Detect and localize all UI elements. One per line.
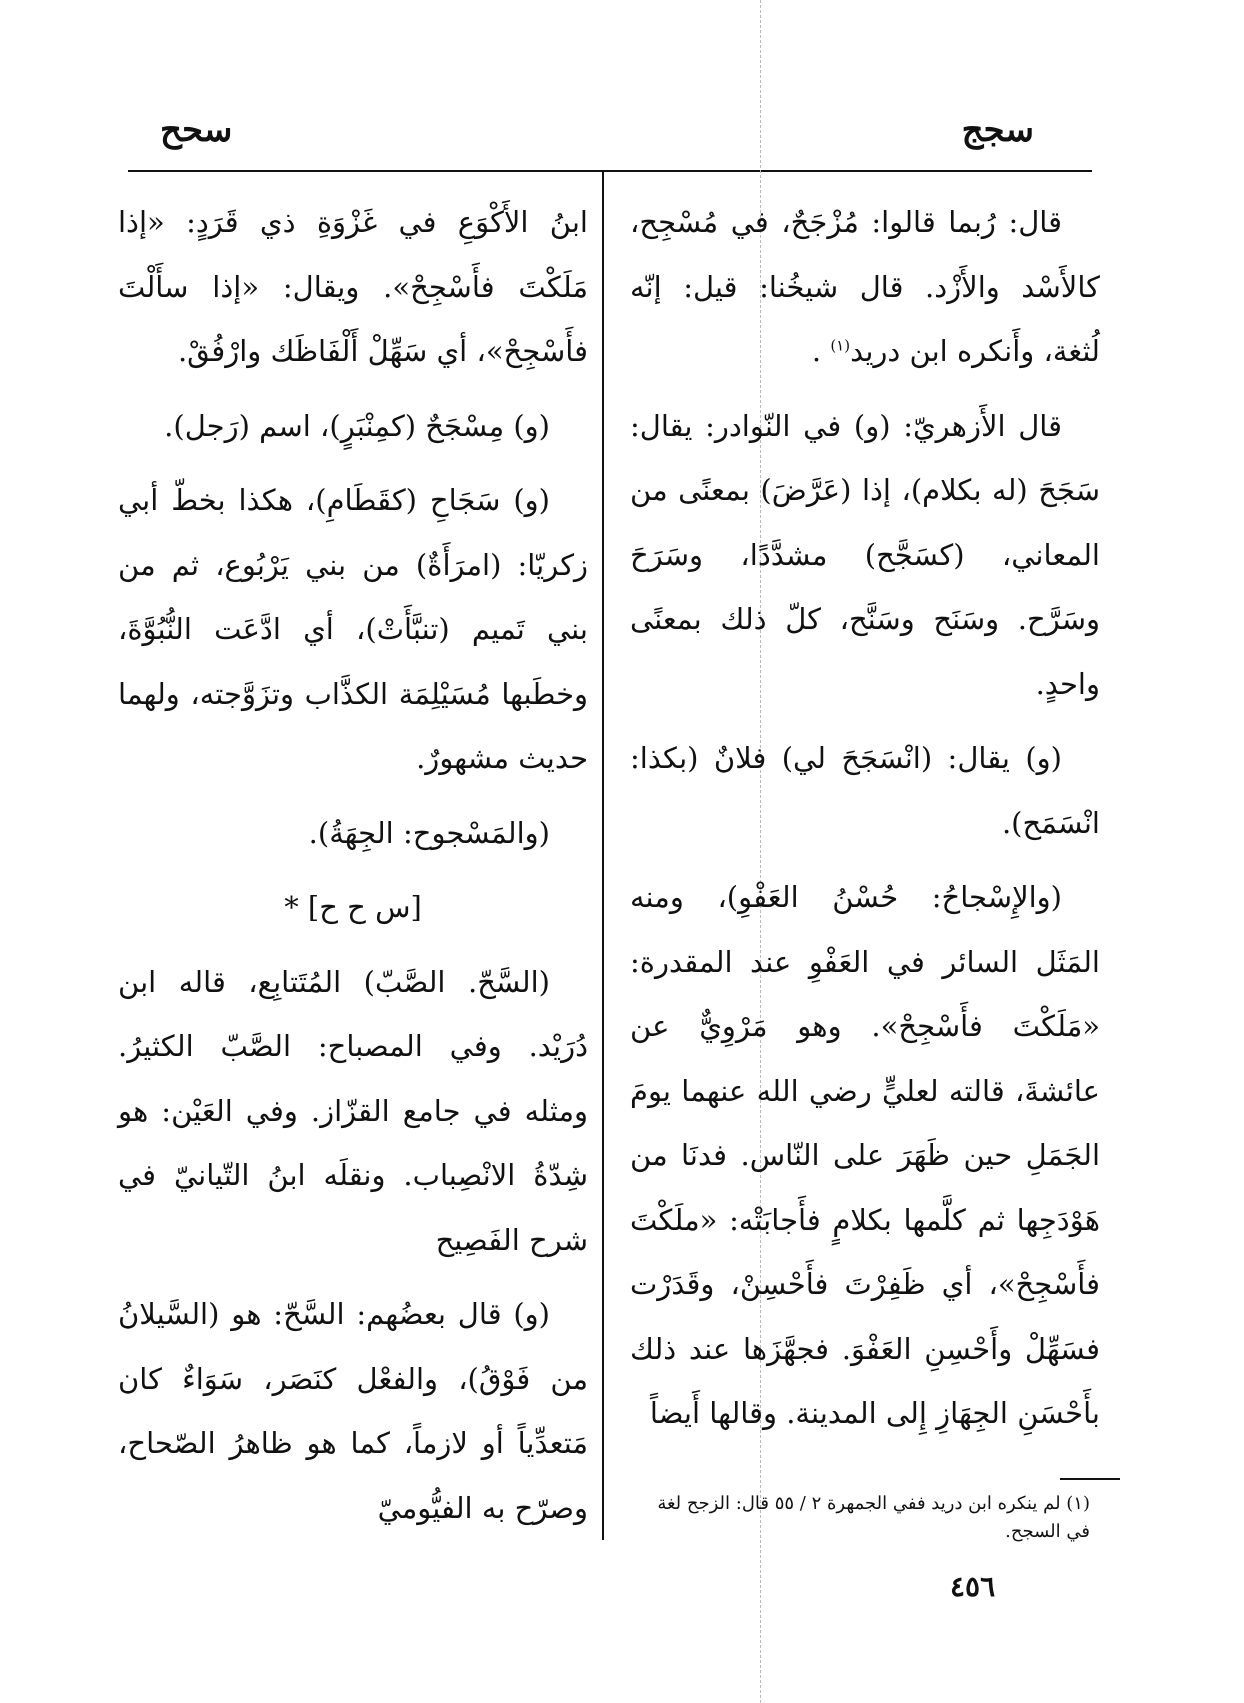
paragraph: [118, 468, 588, 791]
text-line: مشهورٌ.: [416, 741, 510, 775]
paragraph: [630, 865, 1100, 1446]
footnote-marker: (١): [830, 336, 851, 355]
text-line: (عَرَّضَ) بمعنًى من المعاني، (كسَجَّح): [630, 473, 1100, 572]
text-line: يقال: سَجَحَ (له بكلام)، إذا: [630, 408, 1100, 507]
text-line: (و) مِسْجَحٌ (كمِنْبَرٍ)، اسم: [259, 408, 550, 443]
paragraph: [630, 394, 1100, 717]
text-line: (رَجل).: [164, 408, 250, 443]
text-line: شيخُنا: قيل: إنّه لُثغة، وأَنكره ابن: [630, 269, 1100, 368]
text-line: الكذَّاب وتزَوَّجته، ولهما حديث: [118, 676, 588, 775]
text-line: يَرْبُوع، ثم من بني تَميم (تنبَّأَتْ)،: [118, 547, 588, 646]
text-line: عن عائشةَ، قالته لعليٍّ رضي الله عنهما: [630, 1009, 1100, 1108]
paragraph: [118, 190, 588, 384]
text-line: (السَّحّ. الصَّبّ) المُتَتابِع، قاله: [178, 964, 550, 999]
column-divider: [602, 172, 604, 1540]
text-line: يومَ الجَمَلِ حين ظَهَرَ على النّاس.: [630, 1073, 1100, 1172]
section-heading: [س ح ح] *: [284, 890, 422, 924]
text-line: الجِهَازِ إِلى المدينة. وقالها أَيضاً: [649, 1396, 1008, 1430]
footnote: (١) لم ينكره ابن دريد ففي الجمهرة ٢ / ٥٥ قال: الزجح لغة في السجح.: [657, 1493, 1090, 1542]
text-line: سأَلْتَ فأَسْجِحْ»، أي سَهِّلْ أَلْفَاظَك: [118, 269, 588, 368]
left-column: [118, 190, 588, 1550]
text-line: وسَنَّح، كلّ ذلك بمعنًى واحدٍ.: [630, 602, 1100, 701]
text-line: مَلَكْتَ فأَسْجِحْ». ويقال: «إذا: [212, 269, 589, 304]
text-line: فدنَا من هَوْدَجِها ثم كلَّمها بكلامٍ: [630, 1138, 1100, 1237]
text-line: قال: رُبما قالوا: مُزْجَحٌ، في: [730, 205, 1062, 239]
page-number: ٤٥٦: [950, 1570, 996, 1603]
header-entry-left: سحح: [160, 110, 233, 150]
text-line: وارْفُقْ.: [177, 334, 262, 368]
text-line: ابن دُرَيْد. وفي المصباح: الصَّبّ: [118, 964, 588, 1063]
text-line: مُسْجِح، كالأَسْد والأَزْد. قال: [630, 205, 1100, 304]
right-column: [630, 190, 1100, 1456]
paragraph: [118, 1282, 588, 1540]
text-line: ابنُ الأَكْوَعِ في غَزْوَةِ ذي قَرَدٍ: «إذا: [118, 205, 588, 239]
text-line: وفي العَيْن: هو شِدّةُ الانْصِباب.: [118, 1093, 589, 1192]
text-line: الكثيرُ. ومثله في جامع القزّاز.: [118, 1029, 589, 1128]
paragraph: [118, 801, 588, 866]
text-line: العَفْوَ. فجهَّزَها عند ذلك بأَحْسَنِ: [630, 1331, 1100, 1430]
header-entry-right: سجج: [961, 110, 1034, 150]
text-line: المَثَل السائر في العَفْوِ عند المقدرة:: [630, 944, 1100, 979]
text-line: (و) قال بعضُهم: السَّحّ: هو: [231, 1297, 550, 1331]
paragraph: [118, 950, 588, 1273]
text-line: ونقلَه ابنُ التّيانيّ في شرح الفَصِيح: [118, 1158, 588, 1257]
text-line: (والإِسْجاحُ: حُسْنُ العَفْوِ)، ومنه: [630, 880, 1062, 914]
text-line: (السَّيلانُ من فَوْقُ)، والفعْل كنَصَر،: [118, 1297, 588, 1396]
text-line: سَوَاءٌ كان مَتعدِّياً أو لازماً، كما هو: [118, 1361, 588, 1460]
text-line: قال الأَزهريّ: (و) في النّوادر:: [705, 408, 1063, 443]
paragraph: [630, 726, 1100, 855]
text-line: «مَلَكْتَ فأَسْجِحْ». وهو مَرْوِيٌّ: [699, 1009, 1101, 1043]
text-line: أي ادَّعَت النُّبُوَّةَ، وخطَبها مُسَيْلِمَة: [118, 612, 589, 711]
header-rule: [128, 170, 1092, 172]
footnote-rule: [1060, 1478, 1120, 1480]
text-line: (و) سَجَاحِ (كقَطَامِ)، هكذا: [238, 483, 550, 517]
text-line: فأَجابَتْه: «ملَكْتَ فأَسْجِحْ»، أي: [630, 1202, 1100, 1301]
paragraph: [118, 394, 588, 459]
text-line: (والمَسْجوح: الجِهَةُ).: [308, 815, 550, 850]
text-line: مشدَّدًا، وسَرَحَ وسَرَّح. وسَنَح: [630, 537, 1101, 636]
text-line: ظَفِرْتَ فأَحْسِنْ، وقَدَرْت فسَهِّلْ وأَحْسِنِ: [630, 1267, 1101, 1366]
paragraph: [630, 190, 1100, 384]
text-line: (بكذا: انْسَمَح).: [630, 741, 1100, 840]
text-line: .: [811, 334, 822, 368]
text-line: دريد: [850, 334, 901, 368]
text-line: (و) يقال: (انْسَجَحَ لي) فلانٌ: [713, 741, 1062, 775]
text-line: بخطّ أبي زكريّا: (امرَأَةٌ) من بني: [118, 483, 588, 582]
text-line: ظاهرُ الصّحاح، وصرّح به الفيُّوميّ: [118, 1426, 588, 1525]
